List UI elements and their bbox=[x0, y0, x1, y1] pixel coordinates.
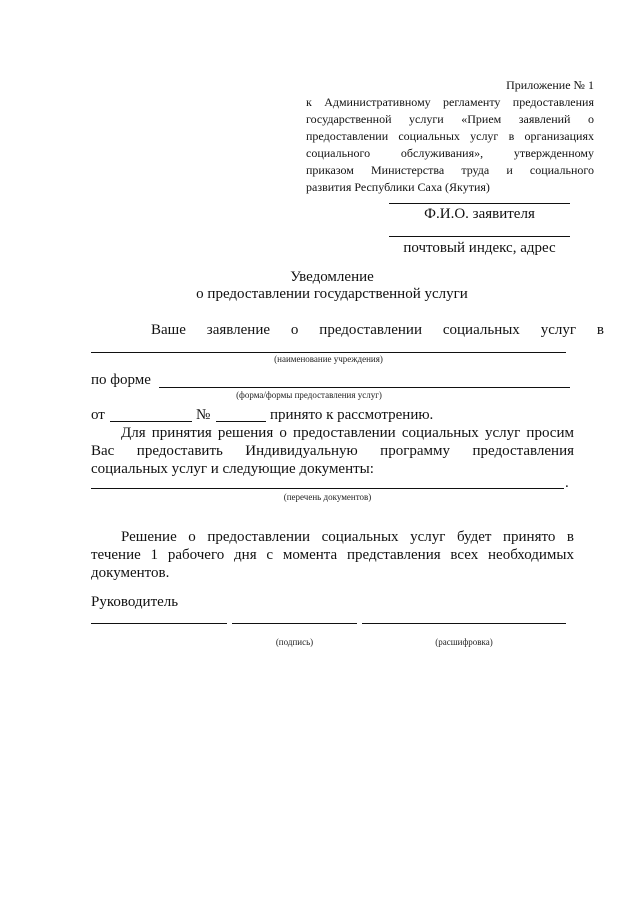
applicant-name-caption: Ф.И.О. заявителя bbox=[424, 206, 535, 222]
appendix-line: государственной услуги «Прием заявлений о bbox=[306, 112, 594, 126]
para3-line-3: документов. bbox=[91, 565, 170, 581]
appendix-line: социального обслуживания», утвержденному bbox=[306, 146, 594, 160]
notice-title: Уведомление bbox=[290, 269, 374, 285]
documents-line[interactable] bbox=[91, 488, 564, 489]
para3-line-1: Решение о предоставлении социальных услуг будет принято в bbox=[121, 529, 574, 545]
number-line[interactable] bbox=[216, 421, 266, 422]
institution-line[interactable] bbox=[91, 352, 566, 353]
number-sign: № bbox=[196, 407, 211, 423]
form-caption: (форма/формы предоставления услуг) bbox=[236, 390, 382, 400]
para3-line-2: течение 1 рабочего дня с момента представления всех необходимых bbox=[91, 547, 574, 563]
appendix-line: к Административному регламенту предоставления bbox=[306, 95, 594, 109]
signature-caption: (подпись) bbox=[275, 637, 314, 647]
documents-caption: (перечень документов) bbox=[283, 492, 372, 502]
appendix-title: Приложение № 1 bbox=[506, 78, 594, 92]
applicant-name-line[interactable] bbox=[389, 203, 570, 204]
appendix-line: развития Республики Саха (Якутия) bbox=[306, 180, 490, 194]
appendix-line: приказом Министерства труда и социального bbox=[306, 163, 594, 177]
signature-line[interactable] bbox=[232, 623, 357, 624]
applicant-address-line[interactable] bbox=[389, 236, 570, 237]
head-label: Руководитель bbox=[91, 594, 179, 610]
form-line[interactable] bbox=[159, 387, 570, 388]
appendix-block bbox=[306, 77, 594, 196]
applicant-address-caption: почтовый индекс, адрес bbox=[403, 240, 556, 256]
para2-line-3: социальных услуг и следующие документы: bbox=[91, 461, 374, 477]
documents-end: . bbox=[565, 475, 569, 491]
notice-line-1: Ваше заявление о предоставлении социальных услуг в bbox=[151, 322, 604, 338]
institution-caption: (наименование учреждения) bbox=[274, 354, 383, 364]
para2-line-1: Для принятия решения о предоставлении социальных услуг просим bbox=[121, 425, 574, 441]
date-line[interactable] bbox=[110, 421, 192, 422]
para2-line-2: Вас предоставить Индивидуальную программу предоставления bbox=[91, 443, 574, 459]
notice-subtitle: о предоставлении государственной услуги bbox=[196, 286, 468, 302]
appendix-line: предоставлении социальных услуг в организациях bbox=[306, 129, 594, 143]
from-prefix: от bbox=[91, 407, 105, 423]
position-line[interactable] bbox=[91, 623, 227, 624]
decode-line[interactable] bbox=[362, 623, 566, 624]
decode-caption: (расшифровка) bbox=[435, 637, 493, 647]
accepted-text: принято к рассмотрению. bbox=[270, 407, 434, 423]
form-prefix: по форме bbox=[91, 372, 151, 388]
